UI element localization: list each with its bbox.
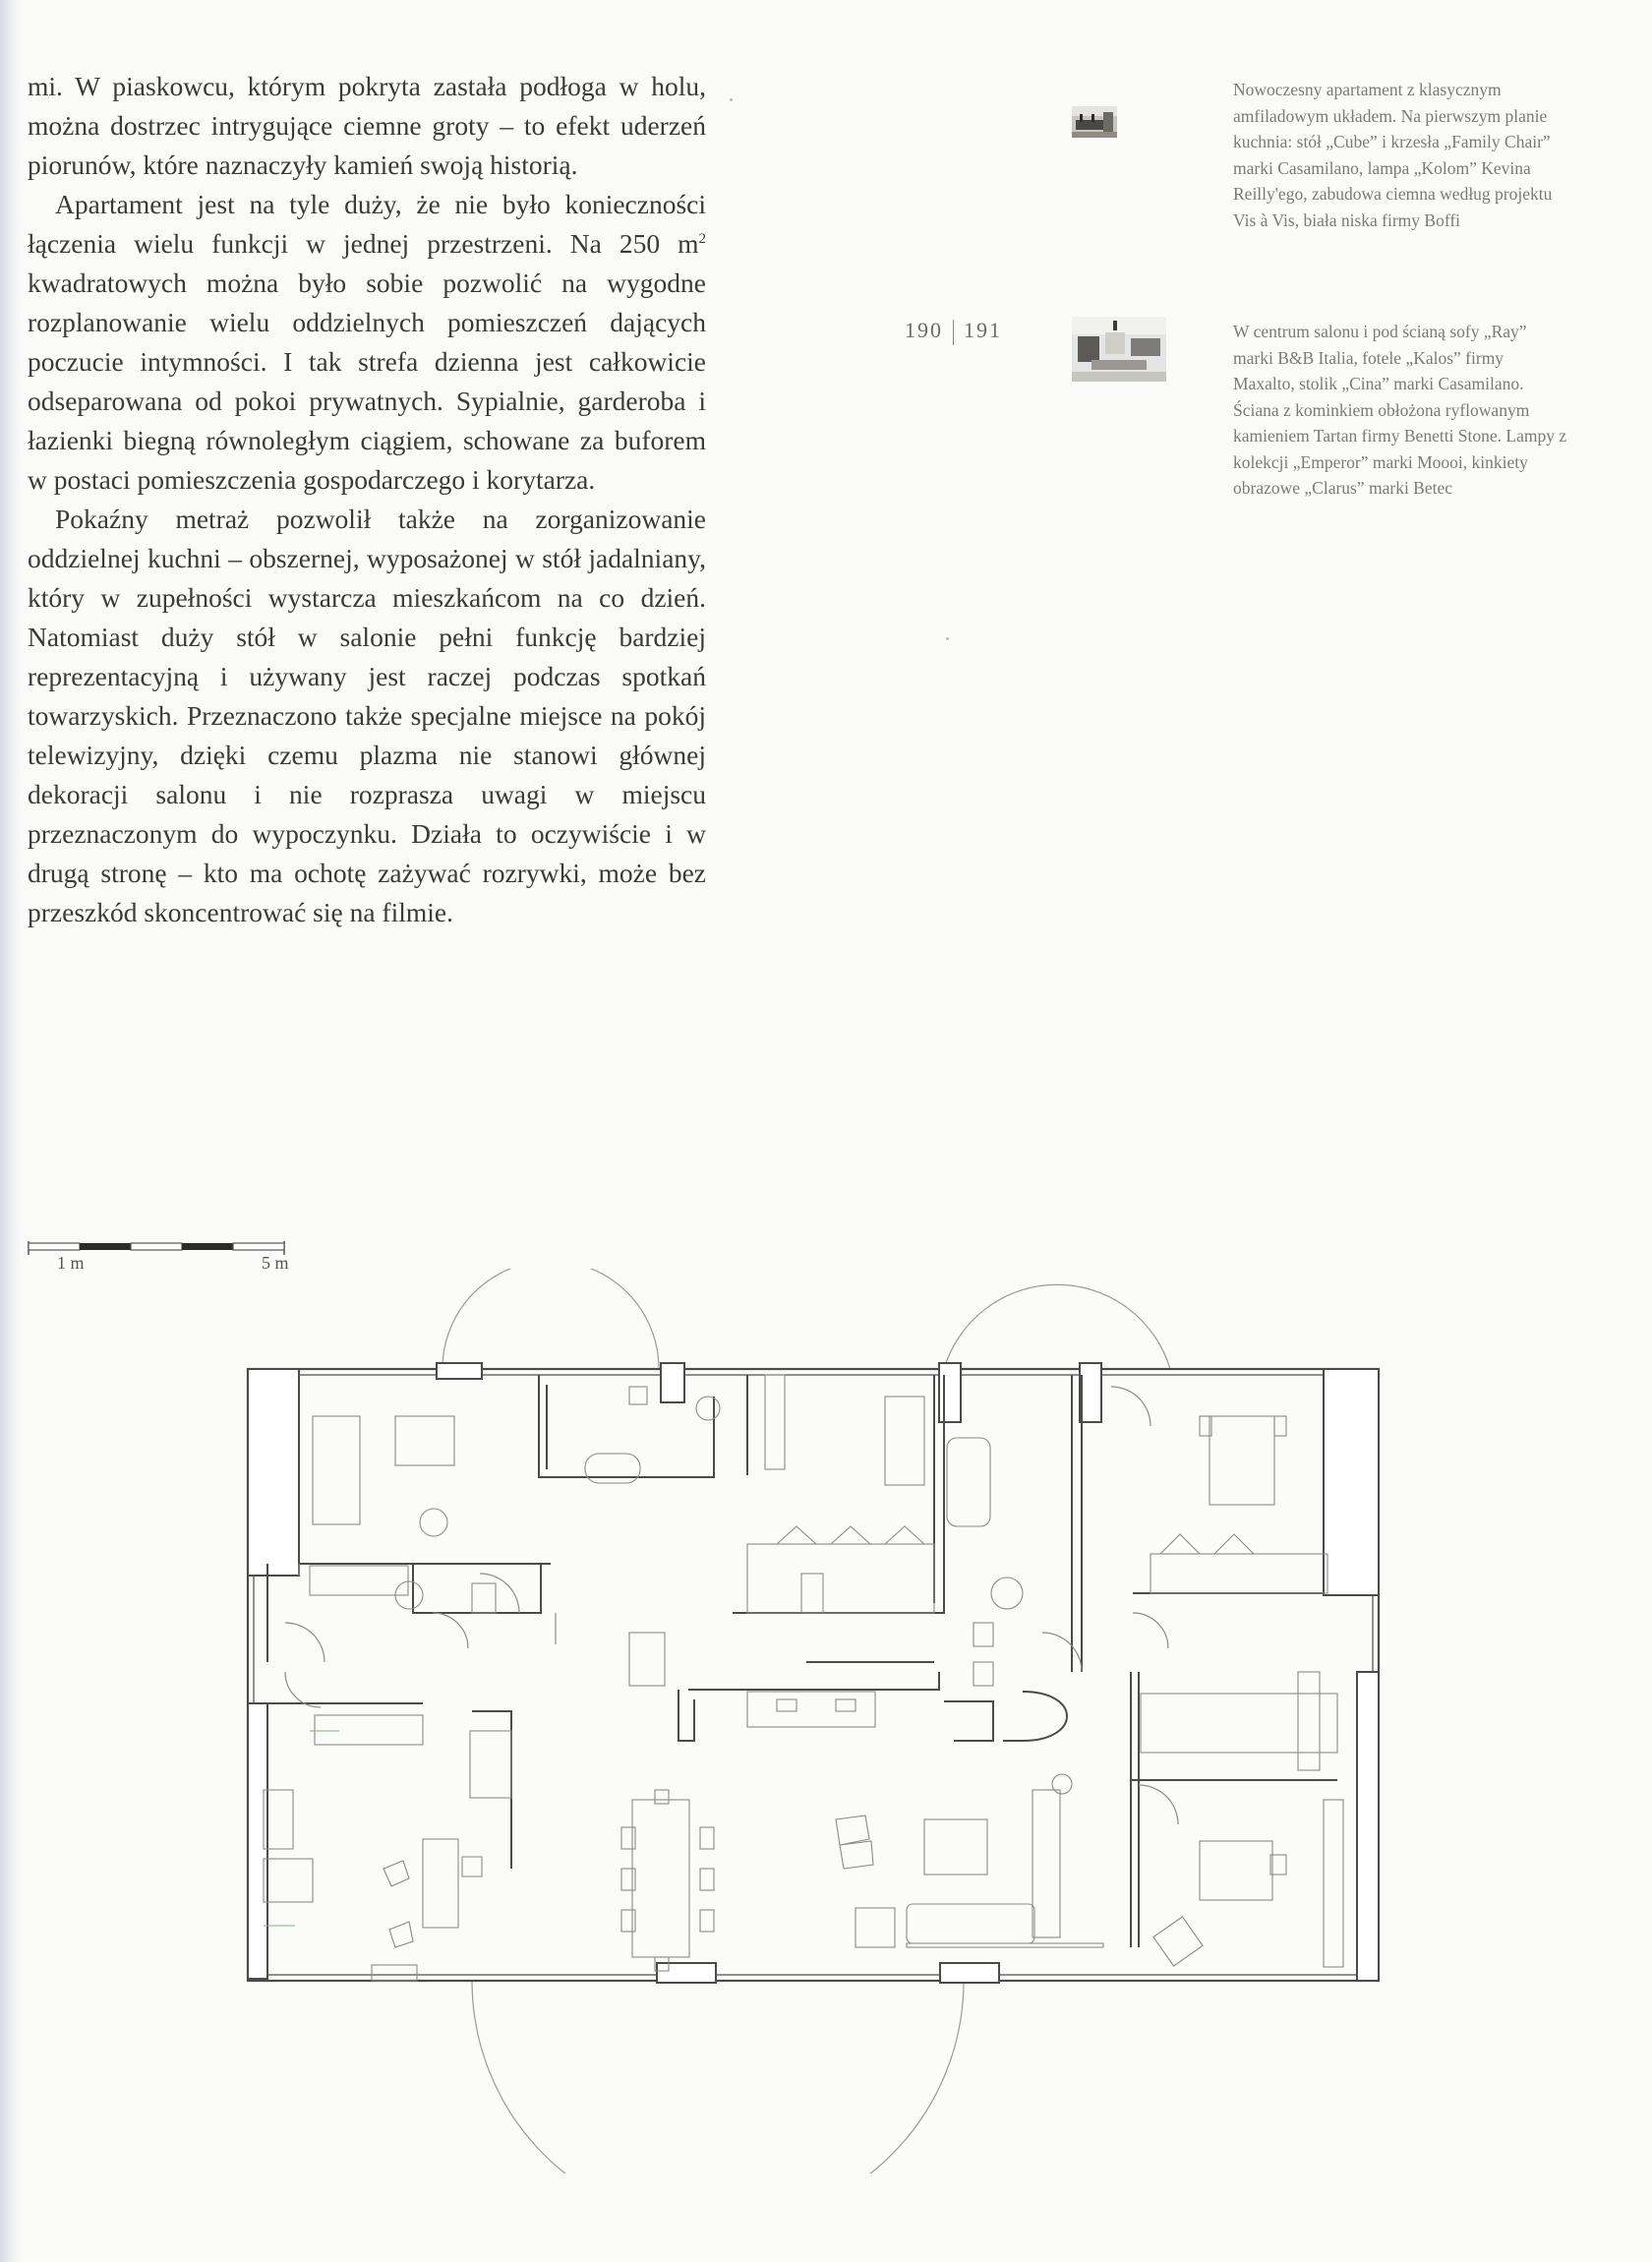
- paragraph-2-rest: kwadratowych można było sobie pozwolić na wygodne rozplanowanie wielu oddzielnych pomieszczeń dających poczucie intymności. I tak strefa dzienna jest całkowicie odseparowana od pokoi prywatnych. Sypialnie, garderoba i łazienki biegną równoległym ciągiem, schowane za buforem w postaci pomieszczenia gospodarczego i korytarza.: [28, 268, 706, 495]
- superscript-2: 2: [698, 230, 706, 247]
- page-spine-shadow: [0, 0, 22, 2262]
- floor-plan: [226, 1269, 1446, 2173]
- stray-dot-2: [946, 637, 949, 640]
- paragraph-2-start: Apartament jest na tyle duży, że nie było konieczności łączenia wielu funkcji w jednej przestrzeni. Na 250 m: [28, 189, 706, 259]
- caption-salon: W centrum salonu i pod ścianą sofy „Ray” marki B&B Italia, fotele „Kalos” firmy Maxalto, stolik „Cina” marki Casamilano. Ściana z kominkiem obłożona ryflowanym kamieniem Tartan firmy Benetti Stone. Lampy z kolekcji „Emperor” marki Moooi, kinkiety obrazowe „Clarus” marki Betec: [1233, 322, 1567, 498]
- paragraph-1: mi. W piaskowcu, którym pokryta zastała podłoga w holu, można dostrzec intrygujące ciemne groty – to efekt uderzeń piorunów, które naznaczyły kamień swoją historią.: [28, 71, 706, 180]
- scale-label-min: 1 m: [57, 1253, 85, 1273]
- page-number: [905, 318, 1002, 345]
- kitchen-thumbnail: [1072, 106, 1117, 138]
- page-number-right: 191: [964, 318, 1002, 342]
- page-number-left: 190: [905, 318, 943, 342]
- stray-dot-1: [730, 98, 733, 101]
- interior-walls: [267, 1375, 1337, 1947]
- paragraph-2: [28, 185, 706, 500]
- caption-kitchen: Nowoczesny apartament z klasycznym amfiladowym układem. Na pierwszym planie kuchnia: stół „Cube” i krzesła „Family Chair” marki Casamilano, lampa „Kolom” Kevina Reilly'ego, zabudowa ciemna według projektu Vis à Vis, biała niska firmy Boffi: [1233, 80, 1553, 230]
- furniture: [264, 1375, 1343, 1981]
- scale-label-max: 5 m: [262, 1253, 289, 1273]
- window-arcs: [442, 1269, 1170, 2173]
- article-body: [28, 67, 706, 932]
- paragraph-3: Pokaźny metraż pozwolił także na zorganizowanie oddzielnej kuchni – obszernej, wyposażonej w stół jadalniany, który w zupełności wystarcza mieszkańcom na co dzień. Natomiast duży stół w salonie pełni funkcję bardziej reprezentacyjną i używany jest raczej podczas spotkań towarzyskich. Przeznaczono także specjalne miejsce na pokój telewizyjny, dzięki czemu plazma nie stanowi głównej dekoracji salonu i nie rozprasza uwagi w miejscu przeznaczonym do wypoczynku. Działa to oczywiście i w drugą stronę – kto ma ochotę zażywać rozrywki, może bez przeszkód skoncentrować się na filmie.: [28, 504, 706, 927]
- doors: [285, 1387, 1178, 1824]
- page-number-separator: [953, 320, 954, 345]
- salon-thumbnail: [1072, 317, 1166, 382]
